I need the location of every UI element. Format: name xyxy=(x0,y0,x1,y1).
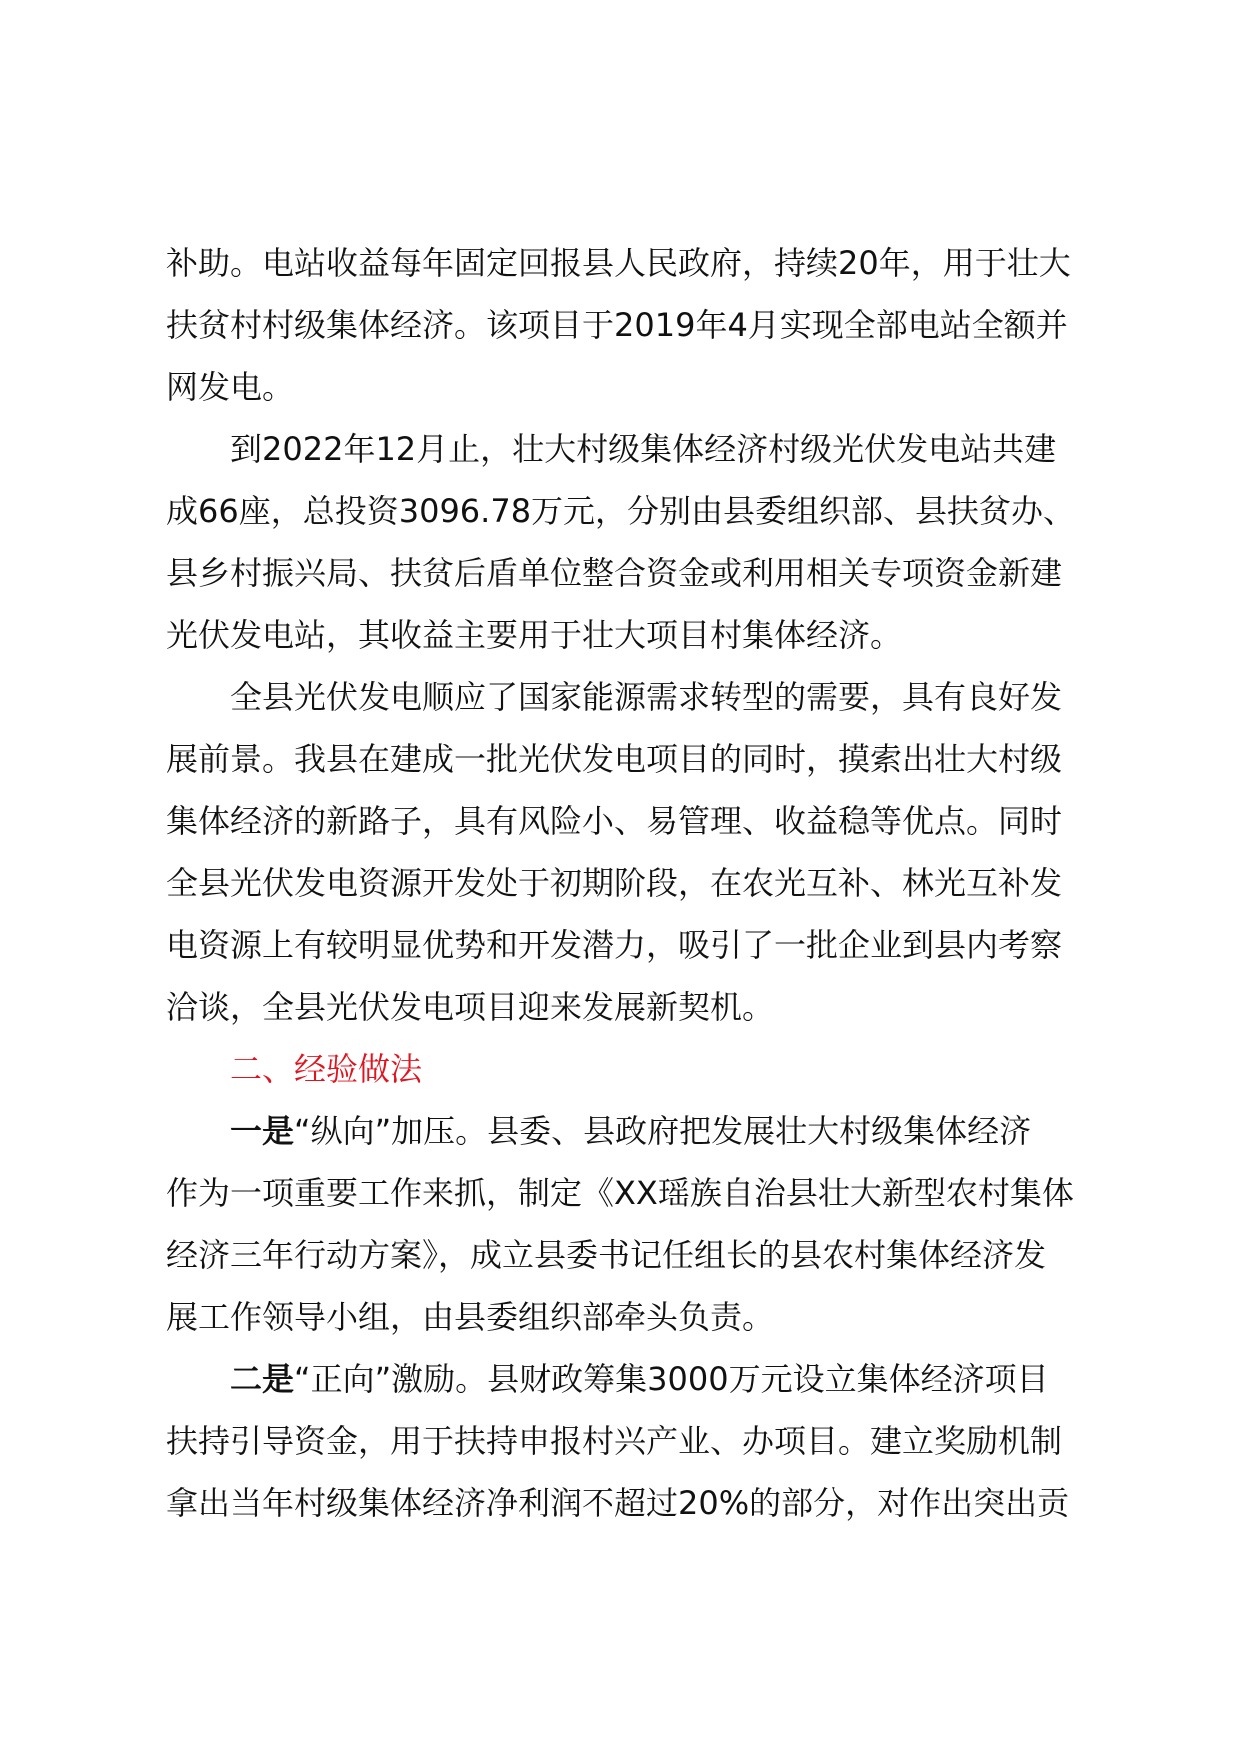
document-body xyxy=(166,232,1106,1534)
section1-line-text: “纵向”加压。县委、县政府把发展壮大村级集体经济 xyxy=(294,1112,1032,1150)
section2-first-line xyxy=(166,1348,1106,1410)
text-line: 光伏发电站，其收益主要用于壮大项目村集体经济。 xyxy=(166,616,903,654)
text-line: 经济三年行动方案》，成立县委书记任组长的县农村集体经济发 xyxy=(166,1236,1047,1274)
text-line: 展工作领导小组，由县委组织部牵头负责。 xyxy=(166,1298,775,1336)
text-line: 成66座，总投资3096.78万元，分别由县委组织部、县扶贫办、 xyxy=(166,492,1076,530)
section2-line-text: “正向”激励。县财政筹集3000万元设立集体经济项目 xyxy=(294,1360,1049,1398)
section1-first-line xyxy=(166,1100,1106,1162)
text-line: 展前景。我县在建成一批光伏发电项目的同时，摸索出壮大村级 xyxy=(166,740,1063,778)
text-line: 洽谈，全县光伏发电项目迎来发展新契机。 xyxy=(166,988,775,1026)
text-line: 网发电。 xyxy=(166,368,295,406)
paragraph-start-line: 全县光伏发电顺应了国家能源需求转型的需要，具有良好发 xyxy=(230,678,1063,716)
text-line: 补助。电站收益每年固定回报县人民政府，持续20年，用于壮大 xyxy=(166,244,1071,282)
paragraph-start-line: 到2022年12月止，壮大村级集体经济村级光伏发电站共建 xyxy=(230,430,1057,468)
text-line: 作为一项重要工作来抓，制定《XX瑶族自治县壮大新型农村集体 xyxy=(166,1174,1074,1212)
text-line: 集体经济的新路子，具有风险小、易管理、收益稳等优点。同时 xyxy=(166,802,1063,840)
section1-lead: 一是 xyxy=(230,1112,295,1150)
text-line: 扶贫村村级集体经济。该项目于2019年4月实现全部电站全额并 xyxy=(166,306,1068,344)
text-line: 全县光伏发电资源开发处于初期阶段，在农光互补、林光互补发 xyxy=(166,864,1063,902)
text-line: 电资源上有较明显优势和开发潜力，吸引了一批企业到县内考察 xyxy=(166,926,1063,964)
section-heading: 二、经验做法 xyxy=(230,1050,423,1088)
text-line: 扶持引导资金，用于扶持申报村兴产业、办项目。建立奖励机制 xyxy=(166,1422,1063,1460)
section2-lead: 二是 xyxy=(230,1360,295,1398)
text-line: 县乡村振兴局、扶贫后盾单位整合资金或利用相关专项资金新建 xyxy=(166,554,1063,592)
text-line: 拿出当年村级集体经济净利润不超过20%的部分，对作出突出贡 xyxy=(166,1484,1070,1522)
